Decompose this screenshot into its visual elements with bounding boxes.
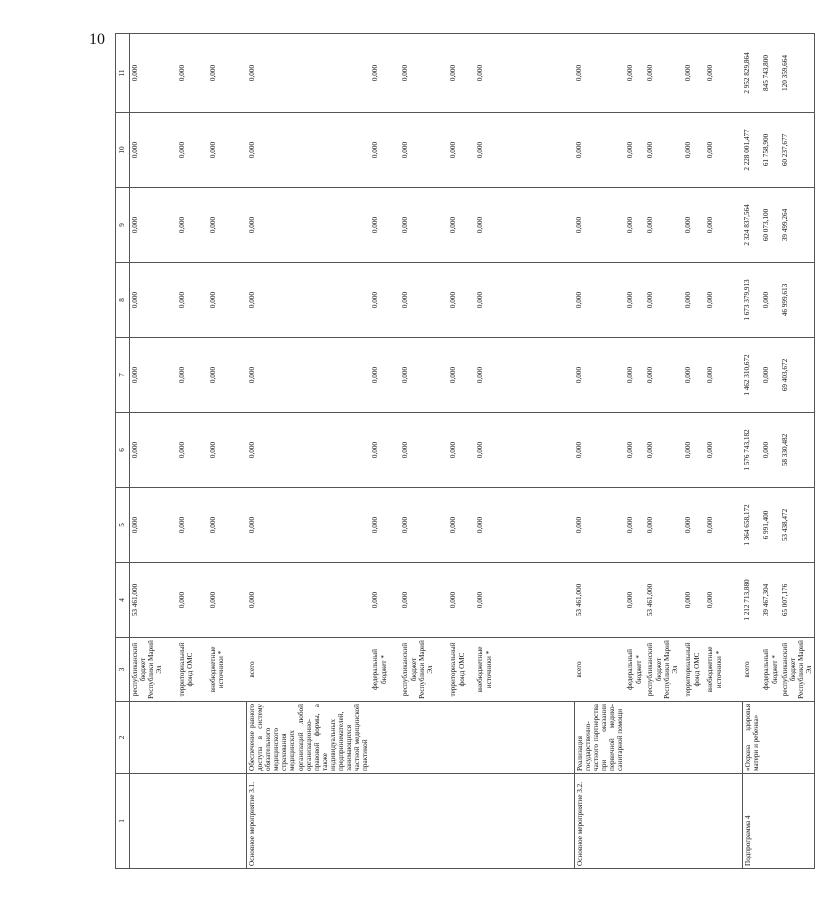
amount-cell: 0,000 [683, 413, 705, 488]
amount-cell: 0,000 [683, 338, 705, 413]
amount-cell: 0,000 [448, 413, 475, 488]
funding-source-cell: республиканский бюджет Республики Марий Эл [645, 638, 683, 702]
amount-cell: 0,000 [475, 413, 574, 488]
program-label-cell [625, 774, 645, 869]
program-label-cell [475, 774, 574, 869]
amount-cell: 0,000 [370, 563, 400, 638]
amount-cell: 0,000 [448, 263, 475, 338]
amount-cell: 0,000 [370, 338, 400, 413]
program-label-cell: Основное мероприятие 3.1. [247, 774, 371, 869]
program-name-cell [208, 702, 247, 774]
amount-cell: 0,000 [475, 188, 574, 263]
amount-cell: 0,000 [705, 34, 742, 113]
amount-cell: 0,000 [645, 413, 683, 488]
amount-cell: 0,000 [247, 563, 371, 638]
amount-cell: 0,000 [705, 188, 742, 263]
amount-cell: 0,000 [130, 34, 177, 113]
amount-cell: 1 576 743,182 [742, 413, 761, 488]
amount-cell: 0,000 [574, 413, 625, 488]
program-label-cell [370, 774, 400, 869]
amount-cell: 0,000 [475, 338, 574, 413]
amount-cell: 0,000 [448, 188, 475, 263]
amount-cell: 0,000 [208, 338, 247, 413]
program-label-cell [130, 774, 177, 869]
funding-source-cell: республиканский бюджет Республики Марий Эл [130, 638, 177, 702]
amount-cell: 58 330,482 [780, 413, 815, 488]
rotated-table-container [115, 34, 813, 869]
amount-cell: 2 228 001,477 [742, 113, 761, 188]
funding-source-cell: федеральный бюджет * [625, 638, 645, 702]
header-cell: 6 [116, 413, 130, 488]
amount-cell: 0,000 [645, 488, 683, 563]
funding-source-cell: федеральный бюджет * [761, 638, 779, 702]
program-label-cell [448, 774, 475, 869]
funding-source-cell: внебюджетные источники * [208, 638, 247, 702]
amount-cell: 0,000 [683, 34, 705, 113]
amount-cell: 0,000 [130, 113, 177, 188]
amount-cell: 0,000 [247, 263, 371, 338]
header-cell: 3 [116, 638, 130, 702]
amount-cell: 120 359,664 [780, 34, 815, 113]
amount-cell: 0,000 [247, 413, 371, 488]
amount-cell: 0,000 [177, 413, 208, 488]
funding-source-cell: всего [574, 638, 625, 702]
amount-cell: 0,000 [645, 188, 683, 263]
amount-cell: 0,000 [247, 113, 371, 188]
program-label-cell [400, 774, 448, 869]
amount-cell: 53 461,000 [645, 563, 683, 638]
program-label-cell [761, 774, 779, 869]
amount-cell: 0,000 [208, 113, 247, 188]
program-name-cell [370, 702, 400, 774]
amount-cell: 0,000 [370, 188, 400, 263]
table-row [130, 34, 177, 869]
amount-cell: 1 364 658,172 [742, 488, 761, 563]
amount-cell: 0,000 [625, 413, 645, 488]
funding-source-cell: территориальный фонд ОМС [177, 638, 208, 702]
amount-cell: 0,000 [130, 413, 177, 488]
amount-cell: 0,000 [370, 413, 400, 488]
amount-cell: 53 461,000 [574, 563, 625, 638]
amount-cell: 0,000 [177, 188, 208, 263]
amount-cell: 0,000 [247, 34, 371, 113]
amount-cell: 46 999,613 [780, 263, 815, 338]
funding-source-cell: республиканский бюджет Республики Марий Эл [780, 638, 815, 702]
amount-cell: 0,000 [448, 563, 475, 638]
amount-cell: 0,000 [683, 263, 705, 338]
header-cell: 1 [116, 774, 130, 869]
program-name-cell [761, 702, 779, 774]
amount-cell: 0,000 [177, 34, 208, 113]
table-row [177, 34, 208, 869]
amount-cell: 0,000 [645, 338, 683, 413]
table-row [742, 34, 761, 869]
amount-cell: 0,000 [208, 188, 247, 263]
table-row [761, 34, 779, 869]
program-name-cell [475, 702, 574, 774]
amount-cell: 0,000 [574, 488, 625, 563]
table-row [645, 34, 683, 869]
amount-cell: 0,000 [177, 263, 208, 338]
amount-cell: 0,000 [400, 188, 448, 263]
funding-source-cell: внебюджетные источники * [475, 638, 574, 702]
amount-cell: 1 462 310,672 [742, 338, 761, 413]
amount-cell: 0,000 [625, 113, 645, 188]
amount-cell: 0,000 [400, 563, 448, 638]
amount-cell: 0,000 [247, 188, 371, 263]
amount-cell: 0,000 [761, 338, 779, 413]
amount-cell: 0,000 [705, 563, 742, 638]
amount-cell: 0,000 [761, 263, 779, 338]
amount-cell: 0,000 [625, 563, 645, 638]
amount-cell: 2 952 829,864 [742, 34, 761, 113]
amount-cell: 0,000 [625, 34, 645, 113]
amount-cell: 1 673 379,913 [742, 263, 761, 338]
table-row [780, 34, 815, 869]
amount-cell: 0,000 [448, 34, 475, 113]
amount-cell: 0,000 [400, 113, 448, 188]
amount-cell: 0,000 [370, 34, 400, 113]
program-label-cell: Подпрограмма 4 [742, 774, 761, 869]
amount-cell: 0,000 [645, 263, 683, 338]
amount-cell: 0,000 [247, 488, 371, 563]
amount-cell: 0,000 [475, 488, 574, 563]
page-number: 10 [89, 31, 105, 48]
amount-cell: 0,000 [448, 338, 475, 413]
table-body [116, 34, 815, 869]
amount-cell: 0,000 [705, 413, 742, 488]
amount-cell: 0,000 [400, 488, 448, 563]
amount-cell: 0,000 [448, 488, 475, 563]
funding-source-cell: внебюджетные источники * [705, 638, 742, 702]
table-row [683, 34, 705, 869]
program-name-cell [625, 702, 645, 774]
table-row [370, 34, 400, 869]
header-cell: 4 [116, 563, 130, 638]
funding-source-cell: территориальный фонд ОМС [683, 638, 705, 702]
header-cell: 10 [116, 113, 130, 188]
amount-cell: 0,000 [705, 263, 742, 338]
amount-cell: 0,000 [208, 413, 247, 488]
amount-cell: 0,000 [574, 34, 625, 113]
amount-cell: 0,000 [247, 338, 371, 413]
amount-cell: 0,000 [208, 488, 247, 563]
amount-cell: 61 758,900 [761, 113, 779, 188]
amount-cell: 53 461,000 [130, 563, 177, 638]
funding-source-cell: республиканский бюджет Республики Марий Эл [400, 638, 448, 702]
table-row [574, 34, 625, 869]
funding-source-cell: федеральный бюджет * [370, 638, 400, 702]
amount-cell: 69 403,672 [780, 338, 815, 413]
program-label-cell [683, 774, 705, 869]
amount-cell: 0,000 [645, 34, 683, 113]
amount-cell: 0,000 [705, 338, 742, 413]
program-name-cell: Обеспечение равного доступа в систему обязательного медицинского страхования медицинских организаций любой организационно-правовой формы, а также индивидуальных предпринимателей, занимающихся частной медицинской практикой [247, 702, 371, 774]
table-row [475, 34, 574, 869]
table-row [208, 34, 247, 869]
program-name-cell: «Охрана здоровья матери и ребенка» [742, 702, 761, 774]
amount-cell: 0,000 [683, 563, 705, 638]
amount-cell: 0,000 [177, 563, 208, 638]
amount-cell: 1 212 713,880 [742, 563, 761, 638]
amount-cell: 0,000 [683, 188, 705, 263]
table-row [625, 34, 645, 869]
amount-cell: 39 467,304 [761, 563, 779, 638]
header-cell: 11 [116, 34, 130, 113]
amount-cell: 0,000 [208, 263, 247, 338]
program-name-cell [705, 702, 742, 774]
header-cell: 2 [116, 702, 130, 774]
amount-cell: 0,000 [574, 188, 625, 263]
amount-cell: 0,000 [130, 488, 177, 563]
program-name-cell: Реализация государственно-частного партнерства при оказании первичной медико-санитарной помощи [574, 702, 625, 774]
amount-cell: 0,000 [475, 113, 574, 188]
program-name-cell [130, 702, 177, 774]
program-label-cell [780, 774, 815, 869]
amount-cell: 0,000 [475, 34, 574, 113]
amount-cell: 0,000 [177, 113, 208, 188]
funding-source-cell: территориальный фонд ОМС [448, 638, 475, 702]
amount-cell: 0,000 [475, 263, 574, 338]
budget-table [115, 33, 815, 869]
program-name-cell [780, 702, 815, 774]
funding-source-cell: всего [247, 638, 371, 702]
program-label-cell [705, 774, 742, 869]
amount-cell: 0,000 [400, 413, 448, 488]
amount-cell: 39 499,264 [780, 188, 815, 263]
table-row [448, 34, 475, 869]
amount-cell: 0,000 [625, 263, 645, 338]
amount-cell: 0,000 [475, 563, 574, 638]
amount-cell: 0,000 [400, 338, 448, 413]
amount-cell: 0,000 [130, 338, 177, 413]
amount-cell: 65 007,176 [780, 563, 815, 638]
amount-cell: 0,000 [761, 413, 779, 488]
amount-cell: 0,000 [683, 488, 705, 563]
amount-cell: 0,000 [625, 488, 645, 563]
amount-cell: 2 324 837,564 [742, 188, 761, 263]
amount-cell: 0,000 [130, 188, 177, 263]
amount-cell: 845 743,800 [761, 34, 779, 113]
amount-cell: 60 073,100 [761, 188, 779, 263]
program-name-cell [177, 702, 208, 774]
program-label-cell [177, 774, 208, 869]
amount-cell: 0,000 [370, 113, 400, 188]
amount-cell: 0,000 [683, 113, 705, 188]
program-label-cell [645, 774, 683, 869]
amount-cell: 53 438,472 [780, 488, 815, 563]
program-name-cell [645, 702, 683, 774]
amount-cell: 0,000 [177, 488, 208, 563]
amount-cell: 0,000 [645, 113, 683, 188]
amount-cell: 0,000 [400, 34, 448, 113]
amount-cell: 0,000 [625, 188, 645, 263]
amount-cell: 0,000 [130, 263, 177, 338]
header-cell: 9 [116, 188, 130, 263]
amount-cell: 0,000 [705, 488, 742, 563]
header-cell: 8 [116, 263, 130, 338]
amount-cell: 0,000 [208, 563, 247, 638]
amount-cell: 0,000 [705, 113, 742, 188]
table-row [705, 34, 742, 869]
program-name-cell [400, 702, 448, 774]
program-label-cell: Основное мероприятие 3.2. [574, 774, 625, 869]
amount-cell: 0,000 [574, 338, 625, 413]
amount-cell: 0,000 [574, 113, 625, 188]
amount-cell: 0,000 [208, 34, 247, 113]
program-name-cell [683, 702, 705, 774]
amount-cell: 0,000 [400, 263, 448, 338]
table-row [400, 34, 448, 869]
amount-cell: 6 991,400 [761, 488, 779, 563]
amount-cell: 0,000 [448, 113, 475, 188]
amount-cell: 0,000 [177, 338, 208, 413]
amount-cell: 0,000 [370, 263, 400, 338]
amount-cell: 0,000 [574, 263, 625, 338]
amount-cell: 0,000 [370, 488, 400, 563]
amount-cell: 0,000 [625, 338, 645, 413]
table-row [247, 34, 371, 869]
header-cell: 5 [116, 488, 130, 563]
program-label-cell [208, 774, 247, 869]
amount-cell: 60 237,677 [780, 113, 815, 188]
program-name-cell [448, 702, 475, 774]
funding-source-cell: всего [742, 638, 761, 702]
header-row [116, 34, 130, 869]
header-cell: 7 [116, 338, 130, 413]
